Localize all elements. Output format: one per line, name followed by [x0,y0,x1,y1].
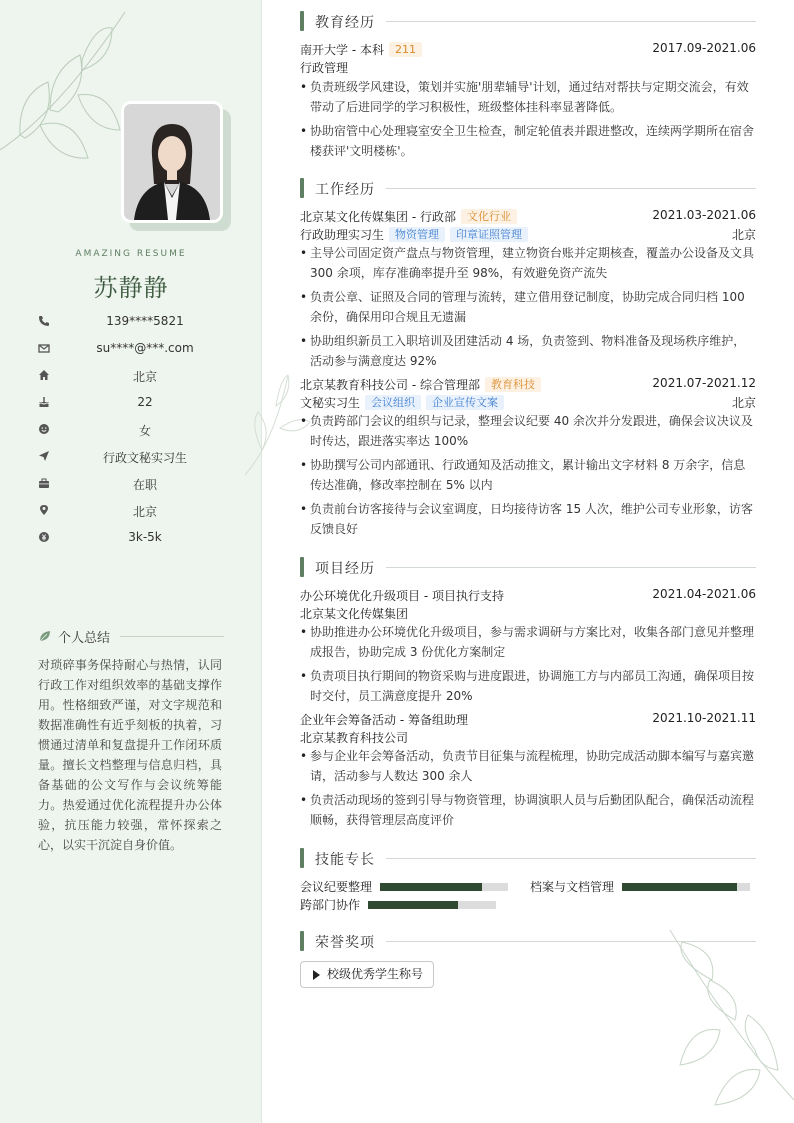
work-bullet: • 协助组织新员工入职培训及团建活动 4 场，负责签到、物料准备及现场秩序维护，活动参与满意度达 92% [300,331,756,371]
skill-tag: 企业宣传文案 [426,395,504,410]
info-status: 在职 [38,474,234,501]
work-date: 2021.03-2021.06 [652,208,756,222]
work-bullet: • 负责公章、证照及合同的管理与流转，建立借用登记制度，协助完成合同归档 100余份，确保用印合规且无遗漏 [300,287,756,327]
education-bullet: • 负责班级学风建设，策划并实施'朋辈辅导'计划，通过结对帮扶与定期交流会，有效带动了后进同学的学习积极性，班级整体挂科率显著降低。 [300,77,756,117]
work-bullet: • 主导公司固定资产盘点与物资管理，建立物资台账并定期核查，覆盖办公设备及文具300 余项，库存准确率提升至 98%，有效避免资产流失 [300,243,756,283]
work-header [300,376,756,394]
skill-bar [622,883,750,891]
project-date: 2021.10-2021.11 [652,711,756,725]
summary-header [38,627,224,647]
location-pin-icon [38,504,50,516]
section-skills: 技能专长 [300,848,756,868]
education-major: 行政管理 [300,61,349,75]
gender-icon [38,423,50,435]
skill-tag: 印章证照管理 [450,227,528,242]
skill-bar [368,901,496,909]
phone-icon [38,315,50,327]
school-tag: 211 [389,42,422,57]
industry-tag: 教育科技 [485,377,541,392]
info-hometown: 北京 [38,366,234,393]
project-bullet: • 协助推进办公环境优化升级项目，参与需求调研与方案比对，收集各部门意见并整理成报告，协助完成 3 份优化方案制定 [300,622,756,662]
project-bullet: • 参与企业年会筹备活动，负责节目征集与流程梳理，协助完成活动脚本编写与嘉宾邀请，活动参与人数达 300 余人 [300,746,756,786]
project-title: 企业年会筹备活动 - 筹备组助理 [300,713,468,727]
section-work: 工作经历 [300,178,756,198]
skill-tag: 会议组织 [365,395,421,410]
info-salary: 3k-5k [38,528,234,555]
project-header [300,711,756,729]
education-header [300,41,756,59]
work-city: 北京 [731,396,756,410]
summary-text: 对琐碎事务保持耐心与热情，认同行政工作对组织效率的基础支撑作用。性格细致严谨，对文字规范和数据准确性有近乎刻板的执着，习惯通过清单和复盘提升工作闭环质量。擅长文档整理与信息归档，具备基础的公文写作与会议统筹能力。热爱通过优化流程提升办公体验，抗压能力较强，常怀探索之心，以实干沉淀自身价值。 [38,658,222,852]
award-name: 校级优秀学生称号 [327,967,424,981]
project-date: 2021.04-2021.06 [652,587,756,601]
work-role-row [300,394,756,412]
company-name: 北京某文化传媒集团 - 行政部 [300,210,456,224]
info-phone: 139****5821 [38,312,234,339]
company-name: 北京某教育科技公司 - 综合管理部 [300,378,480,392]
salary-icon [38,531,50,543]
work-date: 2021.07-2021.12 [652,376,756,390]
cake-icon [38,396,50,408]
info-gender: 女 [38,420,234,447]
skill-item: 跨部门协作 [300,896,496,914]
job-role: 文秘实习生 [300,396,361,410]
skill-bar-fill [622,883,737,891]
project-org: 北京某文化传媒集团 [300,607,409,621]
project-bullet: • 负责项目执行期间的物资采购与进度跟进，协调施工方与内部员工沟通，确保项目按时交付，员工满意度提升 20% [300,666,756,706]
work-city: 北京 [731,228,756,242]
section-honors: 荣誉奖项 [300,931,756,951]
person-name: 苏静静 [93,274,169,302]
work-bullet: • 负责跨部门会议的组织与记录，整理会议纪要 40 余次并分发跟进，确保会议决议及时传达，跟进落实率达 100% [300,411,756,451]
info-location: 北京 [38,501,234,528]
industry-tag: 文化行业 [461,209,517,224]
school-name: 南开大学 - 本科 [300,43,384,57]
work-role-row [300,226,756,244]
job-role: 行政助理实习生 [300,228,385,242]
award-badge [300,961,434,988]
skill-bar-fill [380,883,482,891]
work-header [300,208,756,226]
personal-info-list [38,312,234,555]
section-education: 教育经历 [300,11,756,31]
avatar [121,101,223,223]
triangle-icon [313,970,320,980]
portrait-icon [124,104,220,220]
briefcase-icon [38,477,50,489]
skill-item: 档案与文档管理 [530,878,750,896]
mail-icon [38,342,50,354]
leaf-icon [38,629,52,643]
project-bullet: • 负责活动现场的签到引导与物资管理，协调演职人员与后勤团队配合，确保活动流程顺畅，获得管理层高度评价 [300,790,756,830]
info-position: 行政文秘实习生 [38,447,234,474]
work-bullet: • 负责前台访客接待与会议室调度，日均接待访客 15 人次，维护公司专业形象，访客反馈良好 [300,499,756,539]
work-bullet: • 协助撰写公司内部通讯、行政通知及活动推文，累计输出文字材料 8 万余字，信息传达准确，修改率控制在 5% 以内 [300,455,756,495]
leaf-decoration-icon [660,920,794,1120]
skill-bar-fill [368,901,458,909]
section-projects: 项目经历 [300,557,756,577]
project-header [300,587,756,605]
send-icon [38,450,50,462]
home-icon [38,369,50,381]
sidebar [0,0,262,1123]
skill-item: 会议纪要整理 [300,878,508,896]
education-bullet: • 协助宿管中心处理寝室安全卫生检查，制定轮值表并跟进整改，连续两学期所在宿舍楼获评'文明楼栋'。 [300,121,756,161]
resume-tagline: AMAZING RESUME [75,249,187,259]
skill-bar [380,883,508,891]
leaf-decoration-icon [0,0,140,170]
skill-tag: 物资管理 [389,227,445,242]
info-email: su****@***.com [38,339,234,366]
info-age: 22 [38,393,234,420]
education-date: 2017.09-2021.06 [652,41,756,55]
project-org: 北京某教育科技公司 [300,731,409,745]
project-title: 办公环境优化升级项目 - 项目执行支持 [300,589,504,603]
summary-title: 个人总结 [58,631,111,646]
